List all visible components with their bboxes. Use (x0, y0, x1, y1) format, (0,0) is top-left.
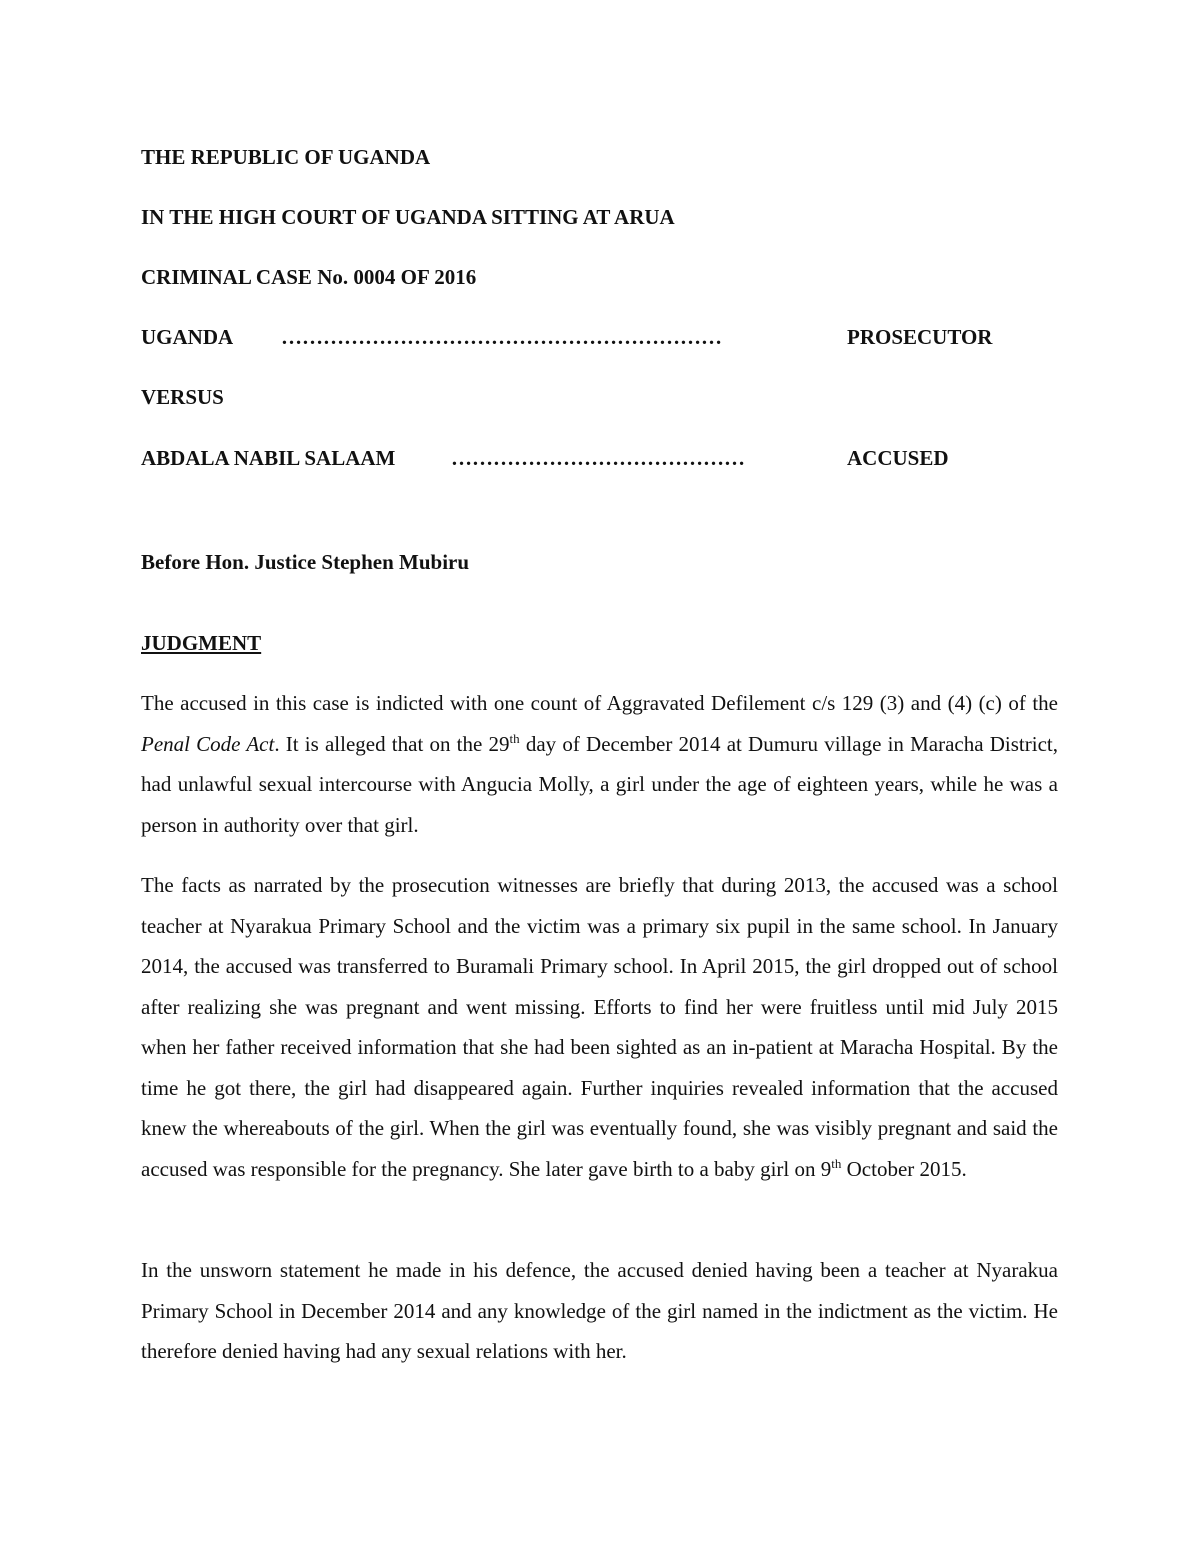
bench-line: Before Hon. Justice Stephen Mubiru (141, 550, 470, 574)
paragraph-indictment (141, 683, 1058, 845)
republic-title: THE REPUBLIC OF UGANDA (141, 145, 431, 169)
prosecution-role: PROSECUTOR (847, 325, 993, 349)
accused-row (141, 446, 1061, 470)
penal-code-act: Penal Code Act (141, 731, 275, 756)
p1-ordinal: th (509, 730, 520, 746)
p1-text-c: day of December 2014 at Dumuru village in Maracha District, had unlawful sexual intercourse with Angucia Molly, a girl under the age of eighteen years, while he was a person in authority over that girl. (141, 731, 1058, 837)
p2-text-b: October 2015. (841, 1156, 967, 1181)
versus-label: VERSUS (141, 385, 224, 409)
accused-name: ABDALA NABIL SALAAM (141, 446, 396, 470)
case-number: CRIMINAL CASE No. 0004 OF 2016 (141, 265, 477, 289)
prosecution-row (141, 325, 1061, 349)
accused-dots: …………………………………… (451, 446, 745, 470)
p2-ordinal: th (831, 1155, 842, 1171)
prosecution-dots: ……………………………………………………… (281, 325, 722, 349)
p1-text-a: The accused in this case is indicted with one count of Aggravated Defilement c/s 129 (3) and (4) (c) of the (141, 691, 1058, 715)
p2-text-a: The facts as narrated by the prosecution witnesses are briefly that during 2013, the accused was a school teacher at Nyarakua Primary School and the victim was a primary six pupil in the same school. In January 2014, the accused was transferred to Buramali Primary school. In April 2015, the girl dropped out of school after realizing she was pregnant and went missing. Efforts to find her were fruitless until mid July 2015 when her father received information that she had been sighted as an in-patient at Maracha Hospital. By the time he got there, the girl had disappeared again. Further inquiries revealed information that the accused knew the whereabouts of the girl. When the girl was eventually found, she was visibly pregnant and said the accused was responsible for the pregnancy. She later gave birth to a baby girl on 9 (141, 873, 1058, 1181)
paragraph-defence: In the unsworn statement he made in his defence, the accused denied having been a teacher at Nyarakua Primary School in December 2014 and any knowledge of the girl named in the indictment as the victim. He therefore denied having had any sexual relations with her. (141, 1258, 1058, 1363)
court-title: IN THE HIGH COURT OF UGANDA SITTING AT ARUA (141, 205, 675, 229)
p1-text-b: . It is alleged that on the 29 (274, 731, 510, 756)
prosecution-name: UGANDA (141, 325, 234, 349)
accused-role: ACCUSED (847, 446, 949, 470)
paragraph-facts (141, 865, 1058, 1189)
judgment-heading: JUDGMENT (141, 631, 262, 655)
